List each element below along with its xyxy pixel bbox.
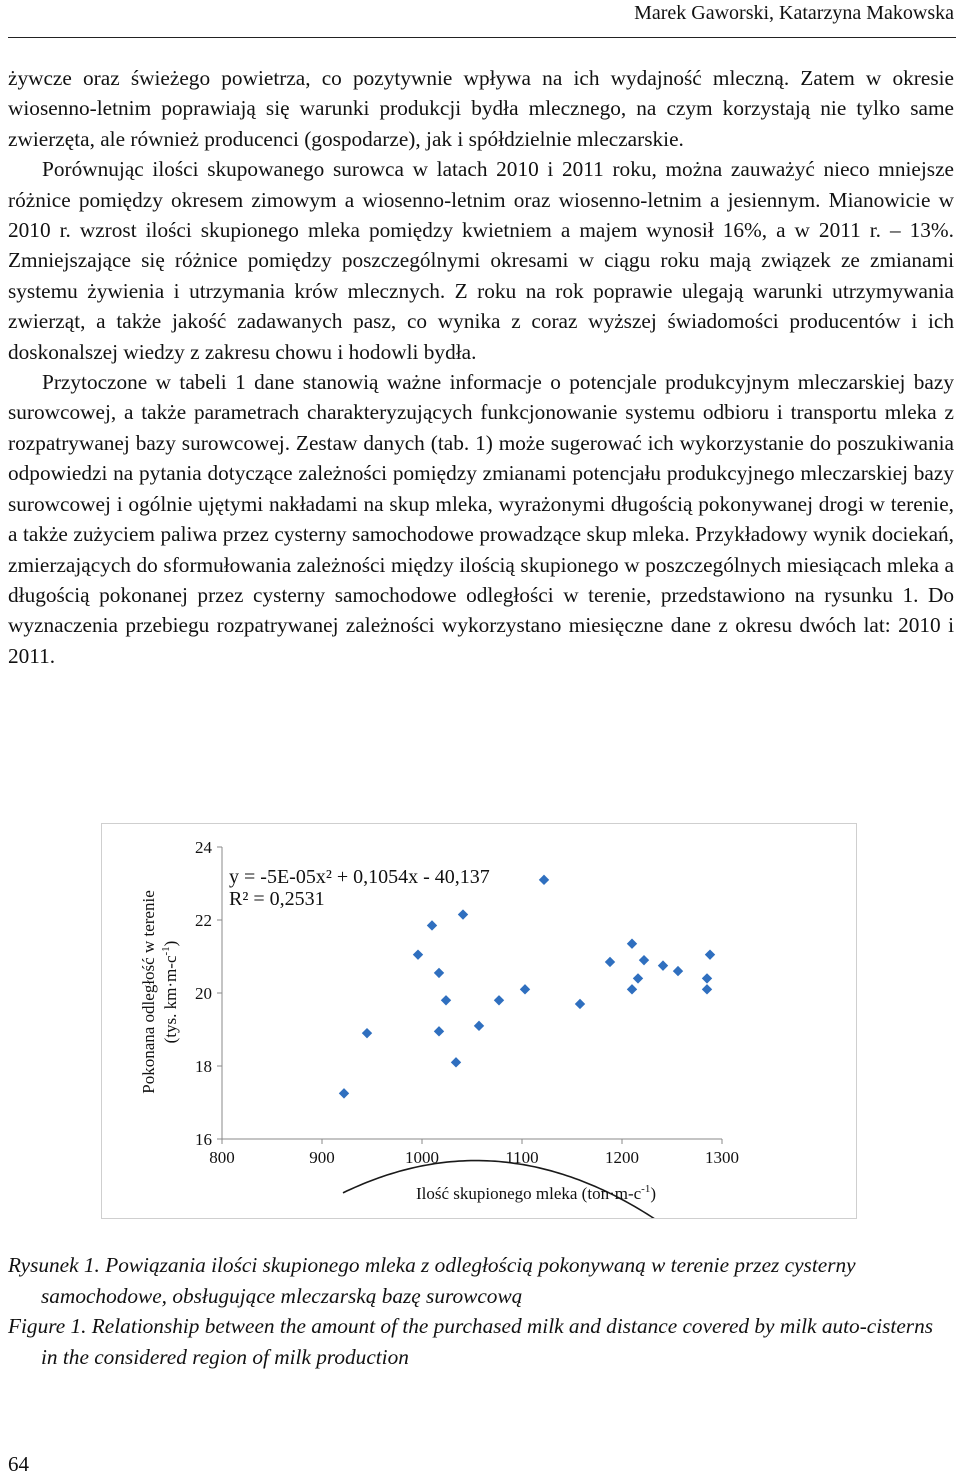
- caption-english: Figure 1. Relationship between the amount of the purchased milk and distance covered by milk auto-cisterns in the considered region of milk production: [8, 1314, 934, 1369]
- x-tick-label: 1100: [505, 1148, 539, 1167]
- data-point: [702, 984, 712, 994]
- figure-caption: [8, 1250, 954, 1372]
- x-tick-label: 1300: [705, 1148, 739, 1167]
- y-tick-label: 18: [195, 1057, 212, 1076]
- data-point: [658, 960, 668, 970]
- data-point: [427, 920, 437, 930]
- x-tick-label: 900: [309, 1148, 335, 1167]
- data-point: [702, 973, 712, 983]
- header-rule: [8, 37, 956, 38]
- chart-svg: [102, 824, 856, 1218]
- data-point: [633, 973, 643, 983]
- page-number: 64: [8, 1452, 29, 1476]
- data-point: [494, 995, 504, 1005]
- x-tick-label: 1000: [405, 1148, 439, 1167]
- figure-1-scatter-chart: [101, 823, 857, 1219]
- data-point: [458, 909, 468, 919]
- data-point: [413, 949, 423, 959]
- y-axis-label-line2: [160, 941, 180, 1044]
- running-head-authors: Marek Gaworski, Katarzyna Makowska: [634, 2, 954, 24]
- body-text: [8, 63, 954, 671]
- data-point: [434, 968, 444, 978]
- x-axis-label-end: ): [650, 1184, 657, 1203]
- y-tick-label: 16: [195, 1130, 212, 1149]
- data-point: [539, 875, 549, 885]
- x-axis-label-sup: -1: [641, 1183, 651, 1195]
- y-axis-label-sup: -1: [160, 946, 172, 956]
- x-tick-label: 1200: [605, 1148, 639, 1167]
- data-point: [605, 957, 615, 967]
- data-point: [362, 1028, 372, 1038]
- paragraph-3: Przytoczone w tabeli 1 dane stanowią ważne informacje o potencjale produkcyjnym mleczarskiej bazy surowcowej, a także parametrach charakteryzujących funkcjonowanie systemu odbioru i transportu mleka z rozpatrywanej bazy surowcowej. Zestaw danych (tab. 1) może sugerować ich wykorzystanie do poszukiwania odpowiedzi na pytania dotyczące zależności pomiędzy zmianami potencjału produkcyjnego mleczarskiej bazy surowcowej i ogólnie ujętymi nakładami na skup mleka, wyrażonymi długością pokonywanej drogi w terenie, a także zużyciem paliwa przez cysterny samochodowe prowadzące skup mleka. Przykładowy wynik dociekań, zmierzających do sformułowania zależności między ilością skupionego w poszczególnych miesiącach mleka a długością pokonanej przez cysterny samochodowe odległości w terenie, przedstawiono na rysunku 1. Do wyznaczenia przebiegu rozpatrywanej zależności wykorzystano miesięczne dane z okresu dwóch lat: 2010 i 2011.: [8, 370, 954, 668]
- y-axis-label-end: ): [161, 940, 180, 947]
- trend-equation: y = -5E-05x² + 0,1054x - 40,137: [229, 866, 490, 888]
- y-axis-label-line1: Pokonana odległość w terenie: [139, 890, 158, 1094]
- data-point: [575, 999, 585, 1009]
- data-point: [339, 1088, 349, 1098]
- x-axis-label-main: Ilość skupionego mleka (ton·m-c: [415, 1184, 642, 1203]
- data-point: [705, 949, 715, 959]
- x-axis-label: [416, 1183, 656, 1203]
- y-tick-label: 22: [195, 911, 212, 930]
- data-point: [434, 1026, 444, 1036]
- data-point: [627, 984, 637, 994]
- data-point: [451, 1057, 461, 1067]
- data-point: [441, 995, 451, 1005]
- data-point: [520, 984, 530, 994]
- paragraph-1: żywcze oraz świeżego powietrza, co pozytywnie wpływa na ich wydajność mleczną. Zatem w okresie wiosenno-letnim poprawiają się warunki produkcji bydła mlecznego, na czym korzystają nie tylko same zwierzęta, ale również producenci (gospodarze), jak i spółdzielnie mleczarskie.: [8, 66, 954, 151]
- y-tick-label: 24: [195, 838, 212, 857]
- data-point: [627, 939, 637, 949]
- x-tick-label: 800: [209, 1148, 235, 1167]
- data-point: [474, 1021, 484, 1031]
- y-axis-label: [139, 890, 180, 1093]
- r-squared: R² = 0,2531: [229, 888, 325, 910]
- data-point: [639, 955, 649, 965]
- y-tick-label: 20: [195, 984, 212, 1003]
- caption-polish: Rysunek 1. Powiązania ilości skupionego mleka z odległością pokonywaną w terenie przez cysterny samochodowe, obsługujące mleczarską bazę surowcową: [8, 1253, 856, 1308]
- y-axis-label-units: (tys. km·m-c: [161, 955, 180, 1044]
- data-point: [673, 966, 683, 976]
- paragraph-2: Porównując ilości skupowanego surowca w latach 2010 i 2011 roku, można zauważyć nieco mniejsze różnice pomiędzy okresem zimowym a wiosenno-letnim oraz wiosenno-letnim a jesiennym. Mianowicie w 2010 r. wzrost ilości skupionego mleka pomiędzy kwietniem a majem wynosił 16%, a w 2011 r. – 13%. Zmniejszające się różnice pomiędzy poszczególnymi okresami w ciągu roku mają związek ze zmianami systemu żywienia i utrzymania krów mlecznych. Z roku na rok poprawie ulegają warunki utrzymywania zwierząt, a także jakość zadawanych pasz, co wynika z coraz wyższej świadomości producentów i ich doskonalszej wiedzy z zakresu chowu i hodowli bydła.: [8, 157, 954, 364]
